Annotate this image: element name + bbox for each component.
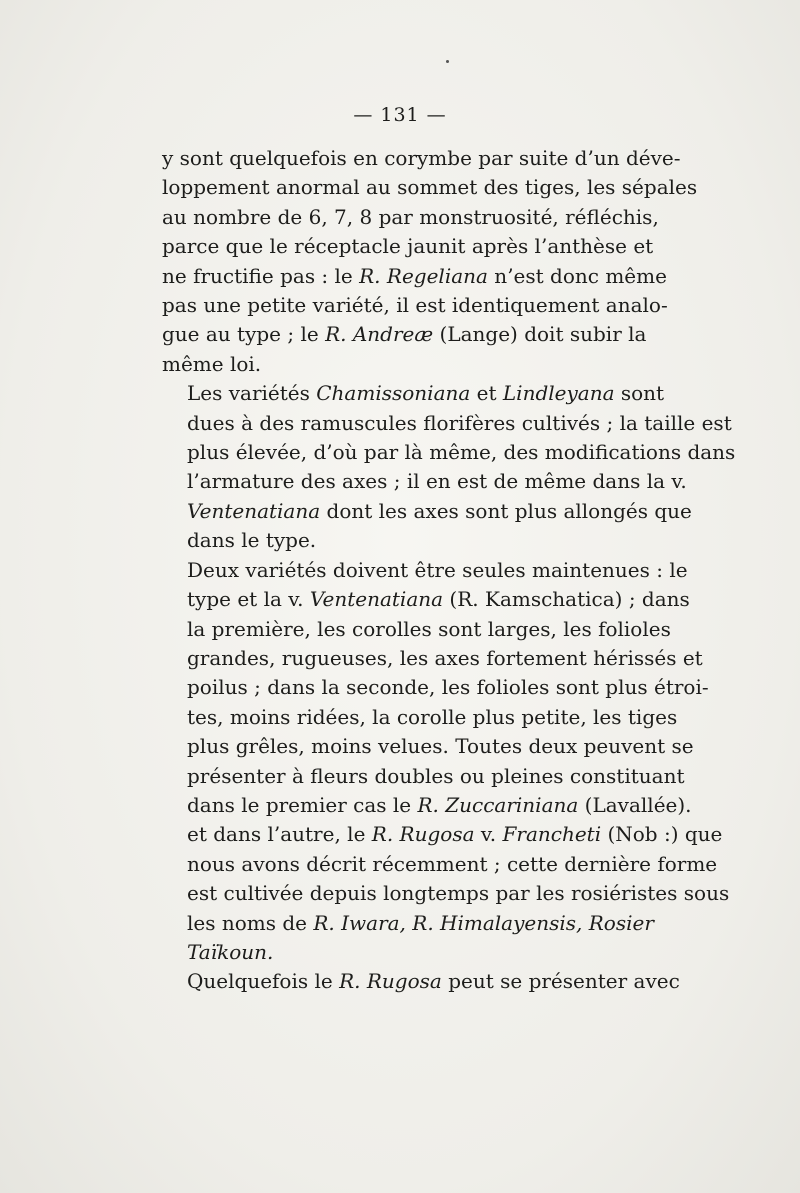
text-line — [162, 497, 692, 526]
text-line — [162, 967, 680, 996]
text-segment: parce que le réceptacle jaunit après l’anthèse et — [162, 234, 654, 259]
text-segment: nous avons décrit récemment ; cette dernière forme — [187, 851, 718, 876]
text-line — [162, 556, 688, 585]
text-line — [162, 791, 692, 820]
text-line — [162, 703, 678, 732]
text-segment: (Lange) doit subir la — [433, 322, 647, 347]
text-segment: Les variétés — [187, 381, 317, 406]
text-segment: même loi. — [162, 351, 262, 376]
text-segment: pas une petite variété, il est identiquement analo- — [162, 293, 668, 318]
text-segment: la première, les corolles sont larges, les folioles — [187, 616, 671, 641]
ink-speck — [446, 60, 449, 63]
text-line — [162, 409, 732, 438]
text-segment: poilus ; dans la seconde, les folioles sont plus étroi- — [187, 675, 709, 700]
text-segment: et dans l’autre, le — [187, 822, 372, 847]
text-line — [162, 615, 671, 644]
text-segment: peut se présenter avec — [441, 969, 680, 994]
italic-text: Francheti — [502, 822, 602, 847]
text-segment: ne fructifie pas : le — [162, 263, 360, 288]
text-segment: Deux variétés doivent être seules maintenues : le — [187, 557, 688, 582]
text-line — [162, 850, 718, 879]
text-line — [162, 673, 709, 702]
text-line — [162, 232, 654, 261]
paragraph — [162, 379, 736, 555]
text-segment: dans le type. — [187, 528, 317, 553]
italic-text: Taïkoun. — [187, 939, 274, 964]
text-line — [162, 467, 687, 496]
page-number: — 131 — — [353, 104, 447, 126]
text-segment: plus grêles, moins velues. Toutes deux peuvent se — [187, 734, 694, 759]
text-line — [162, 320, 646, 349]
italic-text: Lindleyana — [502, 381, 615, 406]
text-segment: loppement anormal au sommet des tiges, les sépales — [162, 175, 698, 200]
text-line — [162, 203, 659, 232]
text-segment: (R. Kamschatica) ; dans — [443, 587, 690, 612]
italic-text: Ventenatiana — [187, 498, 321, 523]
text-line — [162, 732, 694, 761]
italic-text: Chamissoniana — [316, 381, 471, 406]
text-line — [162, 379, 665, 408]
text-segment: v. — [474, 822, 503, 847]
italic-text: R. Rugosa — [339, 969, 442, 994]
italic-text: Ventenatiana — [309, 587, 444, 612]
text-segment: sont — [614, 381, 665, 406]
text-line — [162, 585, 690, 614]
paragraph — [162, 144, 698, 379]
text-segment: n’est donc même — [487, 263, 667, 288]
text-segment: l’armature des axes ; il en est de même dans la v. — [187, 469, 687, 494]
text-segment: présenter à fleurs doubles ou pleines constituant — [187, 763, 685, 788]
text-line — [162, 526, 646, 555]
italic-text: R. Zuccariniana — [417, 792, 579, 817]
text-segment: plus élevée, d’où par là même, des modifications dans — [187, 440, 736, 465]
text-segment: Quelquefois le — [187, 969, 340, 994]
text-segment: gue au type ; le — [162, 322, 326, 347]
text-segment: (Lavallée). — [578, 792, 692, 817]
text-line — [162, 879, 730, 908]
text-line — [162, 438, 736, 467]
text-line — [162, 350, 646, 379]
italic-text: R. Andreæ — [325, 322, 434, 347]
text-segment: tes, moins ridées, la corolle plus petite, les tiges — [187, 704, 678, 729]
paragraph — [162, 967, 680, 996]
italic-text: R. Rugosa — [371, 822, 475, 847]
text-line — [162, 909, 654, 938]
italic-text: R. Regeliana — [359, 263, 488, 288]
text-line — [162, 262, 667, 291]
text-segment: est cultivée depuis longtemps par les rosiéristes sous — [187, 881, 730, 906]
text-segment: au nombre de 6, 7, 8 par monstruosité, réfléchis, — [162, 204, 659, 229]
text-line — [162, 144, 681, 173]
italic-text: R. Iwara, R. Himalayensis, Rosier — [313, 910, 654, 935]
text-segment: les noms de — [187, 910, 314, 935]
text-segment: (Nob :) que — [601, 822, 723, 847]
text-segment: y sont quelquefois en corymbe par suite d’un déve- — [162, 146, 681, 170]
text-segment: et — [470, 381, 503, 406]
text-line — [162, 291, 668, 320]
text-segment: dues à des ramuscules florifères cultivés ; la taille est — [187, 410, 732, 435]
text-line — [162, 820, 723, 849]
text-segment: grandes, rugueuses, les axes fortement hérissés et — [187, 645, 703, 670]
text-line — [162, 173, 698, 202]
text-segment: type et la v. — [187, 587, 310, 612]
text-line — [162, 644, 703, 673]
text-line — [162, 938, 646, 967]
text-line — [162, 762, 685, 791]
body-text — [162, 144, 736, 997]
text-segment: dans le premier cas le — [187, 792, 418, 817]
text-segment: dont les axes sont plus allongés que — [320, 498, 692, 523]
paragraph — [162, 556, 730, 968]
